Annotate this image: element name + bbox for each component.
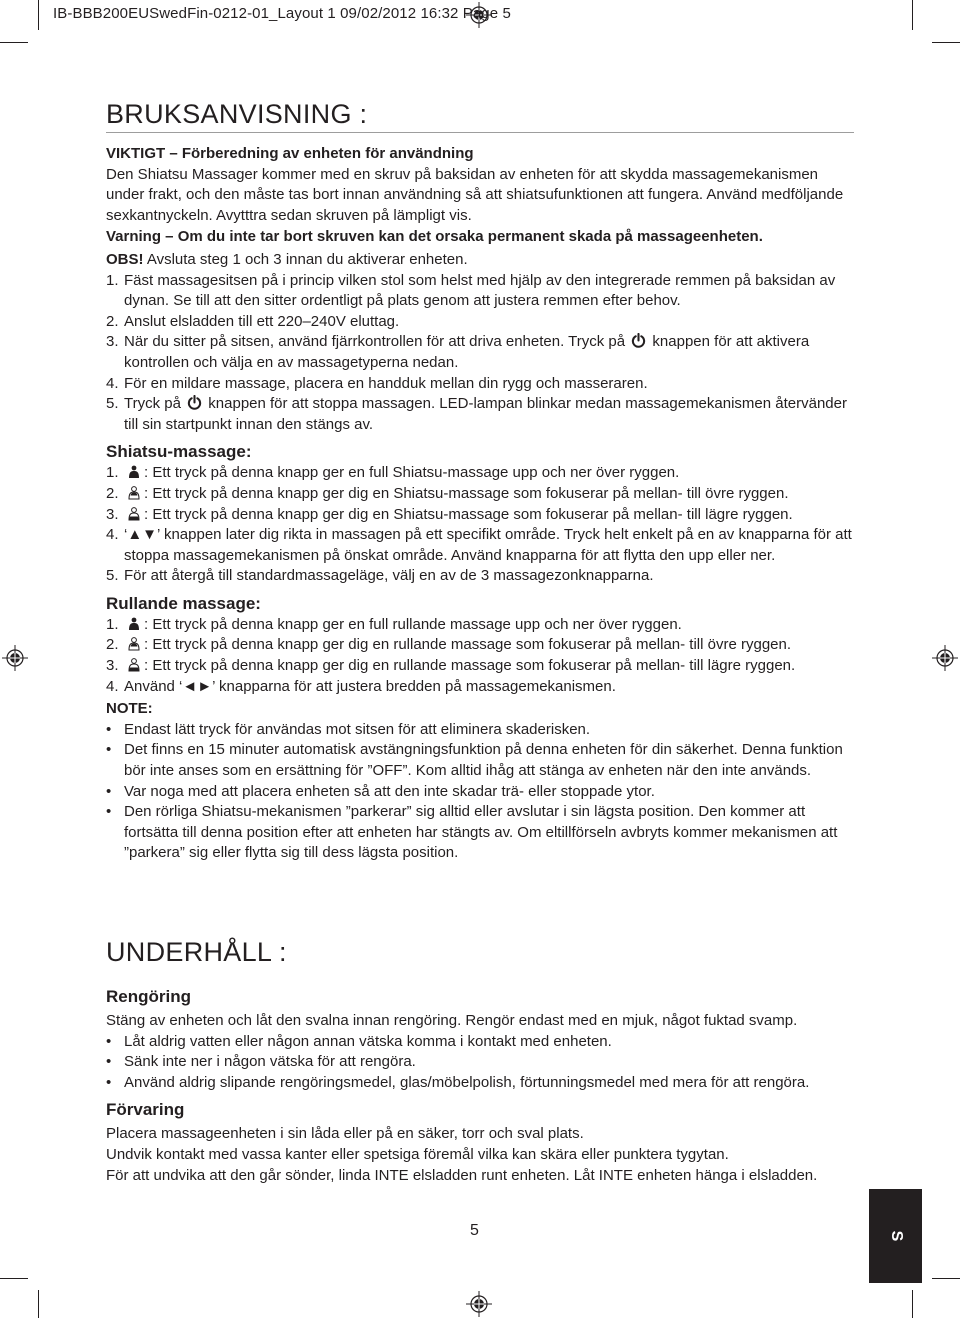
item-number: 2. [106, 484, 119, 502]
usage-section [106, 144, 858, 864]
list-item [106, 374, 858, 395]
item-number: 3. [106, 657, 119, 675]
item-number: 5. [106, 567, 119, 585]
bullet: • [106, 782, 112, 800]
item-text: Använd aldrig slipande rengöringsmedel, glas/möbelpolish, förtunningsmedel med mera för att rengöra. [124, 1073, 810, 1091]
lower-back-icon [126, 658, 142, 672]
lower-back-icon [126, 507, 142, 521]
list-item [106, 484, 858, 505]
power-icon [187, 395, 202, 410]
section-heading-maintenance: UNDERHÅLL : [106, 937, 287, 967]
list-item [106, 505, 858, 526]
section-heading-usage: BRUKSANVISNING : [106, 99, 368, 129]
bullet: • [106, 720, 112, 738]
bullet: • [106, 741, 112, 759]
list-item [106, 394, 858, 435]
bullet: • [106, 1032, 112, 1050]
item-text [124, 656, 858, 677]
trim-mark [0, 1278, 28, 1279]
list-item [106, 740, 858, 781]
item-text-part: : Ett tryck på denna knapp ger dig en Shiatsu-massage som fokuserar på mellan- till övre ryggen. [144, 484, 789, 502]
registration-mark-icon [466, 1291, 492, 1317]
item-text [124, 635, 858, 656]
list-item [106, 720, 858, 741]
obs-label: OBS! [106, 250, 144, 268]
registration-mark-icon [932, 645, 958, 671]
page-number: 5 [470, 1222, 479, 1239]
item-text-part: : Ett tryck på denna knapp ger dig en rullande massage som fokuserar på mellan- till lägre ryggen. [144, 657, 796, 675]
item-number: 3. [106, 505, 119, 523]
item-number: 2. [106, 636, 119, 654]
note-title: NOTE: [106, 700, 153, 718]
full-back-icon [126, 465, 142, 479]
upper-back-icon [126, 486, 142, 500]
item-text [124, 463, 858, 484]
list-item [106, 312, 858, 333]
list-item [106, 1052, 858, 1073]
obs-note [106, 250, 858, 271]
list-item [106, 332, 858, 373]
obs-text: Avsluta steg 1 och 3 innan du aktiverar enheten. [143, 250, 468, 268]
language-tab-label: S [887, 1230, 905, 1242]
bullet: • [106, 1053, 112, 1071]
item-text: Det finns en 15 minuter automatisk avstängningsfunktion på denna enheten för din säkerhet. Denna funktion bör inte anses som en ersättning för ”OFF”. Kom alltid ihåg att stänga av enheten när den inte används. [124, 741, 843, 780]
registration-mark-icon [2, 645, 28, 671]
list-item [106, 271, 858, 312]
item-number: 3. [106, 333, 119, 351]
item-number: 4. [106, 677, 119, 695]
trim-mark [0, 42, 28, 43]
item-text: Sänk inte ner i någon vätska för att rengöra. [124, 1053, 416, 1071]
item-text: Den rörliga Shiatsu-mekanismen ”parkerar” sig alltid eller avslutar i sin lägsta position. Den kommer att fortsätta till denna position efter att enheten har stängts av. Om eltillförseln avbryts kommer mekanismen att ”parkera” sig eller flytta sig till dess lägsta position. [124, 803, 838, 862]
item-text-part: När du sitter på sitsen, använd fjärrkontrollen för att driva enheten. Tryck på [124, 333, 630, 351]
item-text: För att återgå till standardmassageläge, välj en av de 3 massagezonknapparna. [124, 567, 654, 585]
item-text: För en mildare massage, placera en handduk mellan din rygg och masseraren. [124, 374, 648, 392]
storage-line: Undvik kontakt med vassa kanter eller spetsiga föremål vilka kan skära eller punktera tygytan. [106, 1145, 729, 1163]
list-item [106, 782, 858, 803]
storage-title: Förvaring [106, 1100, 185, 1120]
item-text-part: Tryck på [124, 395, 186, 413]
shiatsu-title: Shiatsu-massage: [106, 442, 252, 462]
trim-mark [912, 1290, 913, 1318]
trim-mark [912, 0, 913, 30]
list-item [106, 656, 858, 677]
print-slug: IB-BBB200EUSwedFin-0212-01_Layout 1 09/02/2012 16:32 Page 5 [53, 5, 511, 22]
storage-line: För att undvika att den går sönder, linda INTE elsladden runt enheten. Låt INTE enheten hänga i elsladden. [106, 1166, 818, 1184]
item-text: Använd ‘◄►’ knapparna för att justera bredden på massagemekanismen. [124, 677, 616, 695]
item-text-part: knappen för att aktivera kontrollen och välja en av massagetyperna nedan. [124, 333, 810, 371]
important-text: Den Shiatsu Massager kommer med en skruv på baksidan av enheten för att skydda massagemekanismen under frakt, och den måste tas bort innan användning så att shiatsufunktionen att fungera. Använd medföljande sexkantnyckeln. Avytttra sedan skruven på lämpligt vis. [106, 165, 844, 224]
list-item [106, 615, 858, 636]
item-text [124, 615, 858, 636]
storage-line: Placera massageenheten i sin låda eller på en säker, torr och sval plats. [106, 1125, 584, 1143]
item-text: Var noga med att placera enheten så att den inte skadar trä- eller stoppade ytor. [124, 782, 655, 800]
item-text [124, 505, 858, 526]
list-item [106, 1073, 858, 1094]
item-number: 5. [106, 395, 119, 413]
item-number: 2. [106, 312, 119, 330]
list-item [106, 635, 858, 656]
item-text: Fäst massagesitsen på i princip vilken stol som helst med hjälp av den integrerade remmen på baksidan av dynan. Se till att den sitter ordentligt på plats genom att justera remmen efter behov. [124, 271, 836, 310]
item-number: 4. [106, 374, 119, 392]
trim-mark [932, 42, 960, 43]
trim-mark [38, 0, 39, 30]
item-text-part: : Ett tryck på denna knapp ger dig en Shiatsu-massage som fokuserar på mellan- till lägre ryggen. [144, 505, 793, 523]
item-text-part: : Ett tryck på denna knapp ger en full rullande massage upp och ner över ryggen. [144, 615, 682, 633]
bullet: • [106, 1073, 112, 1091]
item-number: 4. [106, 526, 119, 544]
list-item [106, 1032, 858, 1053]
language-tab [869, 1189, 922, 1283]
cleaning-title: Rengöring [106, 987, 191, 1006]
item-text-part: : Ett tryck på denna knapp ger en full Shiatsu-massage upp och ner över ryggen. [144, 464, 680, 482]
bullet: • [106, 803, 112, 821]
cleaning-intro: Stäng av enheten och låt den svalna innan rengöring. Rengör endast med en mjuk, något fuktad svamp. [106, 1012, 798, 1029]
trim-mark [38, 1290, 39, 1318]
important-title: VIKTIGT – Förberedning av enheten för användning [106, 145, 474, 162]
warning-text: Varning – Om du inte tar bort skruven kan det orsaka permanent skada på massageenheten. [106, 228, 763, 246]
list-item [106, 677, 858, 698]
item-text: Låt aldrig vatten eller någon annan vätska komma i kontakt med enheten. [124, 1032, 612, 1050]
upper-back-icon [126, 637, 142, 651]
full-back-icon [126, 617, 142, 631]
heading-rule [106, 132, 854, 133]
list-item [106, 566, 858, 587]
list-item [106, 525, 858, 566]
item-number: 1. [106, 464, 119, 482]
item-text-part: knappen för att stoppa massagen. LED-lampan blinkar medan massagemekanismen återvänder till sin startpunkt innan den stängs av. [124, 395, 847, 433]
item-text [124, 394, 858, 435]
item-text: ‘▲▼’ knappen later dig rikta in massagen på ett specifikt område. Tryck helt enkelt på en av knapparna för att stoppa massagemekanismen på önskat område. Använd knapparna för att flytta den upp eller ner. [124, 526, 852, 564]
list-item [106, 802, 858, 864]
trim-mark [932, 1278, 960, 1279]
maintenance-section [106, 986, 858, 1186]
rolling-title: Rullande massage: [106, 593, 261, 613]
item-number: 1. [106, 271, 119, 289]
item-text [124, 332, 858, 373]
item-text: Endast lätt tryck för användas mot sitsen för att eliminera skaderisken. [124, 720, 591, 738]
item-text [124, 484, 858, 505]
list-item [106, 463, 858, 484]
item-text-part: : Ett tryck på denna knapp ger dig en rullande massage som fokuserar på mellan- till övre ryggen. [144, 636, 792, 654]
item-number: 1. [106, 615, 119, 633]
power-icon [631, 333, 646, 348]
item-text: Anslut elsladden till ett 220–240V eluttag. [124, 312, 400, 330]
